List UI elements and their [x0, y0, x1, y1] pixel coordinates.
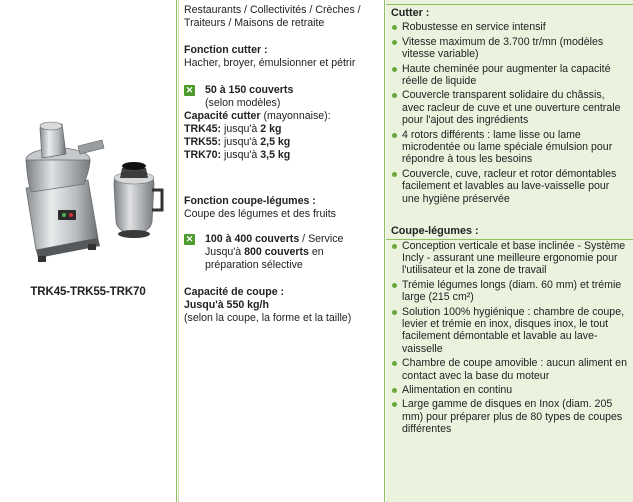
features-text-block — [391, 0, 629, 436]
cut-capacity-heading: Capacité de coupe : — [184, 286, 285, 298]
bullet-icon — [392, 244, 397, 249]
capacity-row: TRK70: jusqu'à 3,5 kg — [184, 149, 291, 161]
cut-capacity-value: Jusqu'à 550 kg/h — [184, 299, 269, 311]
veg-covers-row — [184, 233, 384, 272]
cutter-capacity-heading: Capacité cutter (mayonnaise): — [184, 110, 331, 122]
veg-covers-line3: préparation sélective — [205, 259, 303, 271]
veg-function-text: Coupe des légumes et des fruits — [184, 208, 336, 220]
feature-item: Large gamme de disques en Inox (diam. 205 mm) pour préparer plus de 80 types de coupes différentes — [391, 398, 629, 435]
feature-item: Couvercle transparent solidaire du châssis, avec racleur de cuve et une ouverture centrale pour l'ajout des ingrédients — [391, 89, 629, 126]
feature-item: Haute cheminée pour augmenter la capacité réelle de liquide — [391, 63, 629, 88]
veg-covers-line1: 100 à 400 couverts / Service — [205, 233, 344, 245]
bullet-icon — [392, 310, 397, 315]
product-image — [18, 118, 166, 268]
cutter-features-list — [391, 21, 629, 205]
capacity-row: TRK55: jusqu'à 2,5 kg — [184, 136, 291, 148]
feature-item: Conception verticale et base inclinée - Système Incly - assurant une meilleure ergonomie pour l'utilisateur et la zone de travail — [391, 240, 629, 277]
check-icon: ✕ — [185, 234, 194, 244]
target-audience: Restaurants / Collectivités / Crèches / Traiteurs / Maisons de retraite — [184, 4, 361, 29]
capacity-row: TRK45: jusqu'à 2 kg — [184, 123, 282, 135]
veg-function-heading: Fonction coupe-légumes : — [184, 195, 316, 207]
cutter-function-heading: Fonction cutter : — [184, 44, 268, 56]
cutter-covers-note: (selon modèles) — [205, 97, 281, 109]
bullet-icon — [392, 25, 397, 30]
cutter-features-heading: Cutter : — [391, 7, 430, 19]
check-icon: ✕ — [185, 85, 194, 95]
section-rule — [386, 239, 633, 240]
bullet-icon — [392, 67, 397, 72]
feature-item: Robustesse en service intensif — [391, 21, 629, 33]
veg-covers-line2: Jusqu'à 800 couverts en — [205, 246, 324, 258]
cutter-function-text: Hacher, broyer, émulsionner et pétrir — [184, 57, 356, 69]
bullet-icon — [392, 361, 397, 366]
column-divider — [176, 0, 177, 502]
bullet-icon — [392, 133, 397, 138]
bullet-icon — [392, 40, 397, 45]
bullet-icon — [392, 402, 397, 407]
feature-item: Trémie légumes longs (diam. 60 mm) et trémie large (215 cm²) — [391, 279, 629, 304]
column-divider — [384, 0, 385, 502]
feature-item: Solution 100% hygiénique : chambre de coupe, levier et trémie en inox, disques inox, le tout facilement démontable et lavable au lave-vaisselle — [391, 306, 629, 356]
cutter-covers-row — [184, 84, 384, 110]
model-label: TRK45-TRK55-TRK70 — [30, 286, 146, 298]
cut-capacity-note: (selon la coupe, la forme et la taille) — [184, 312, 352, 324]
usage-text-block — [184, 0, 384, 325]
bullet-icon — [392, 283, 397, 288]
feature-item: 4 rotors différents : lame lisse ou lame microdentée ou lame spéciale émulsion pour répondre à tous les besoins — [391, 129, 629, 166]
feature-item: Chambre de coupe amovible : aucun aliment en contact avec la base du moteur — [391, 357, 629, 382]
feature-item: Couvercle, cuve, racleur et rotor démontables facilement et lavables au lave-vaisselle pour une hygiène préservée — [391, 168, 629, 205]
feature-item: Alimentation en continu — [391, 384, 629, 396]
veg-features-heading: Coupe-légumes : — [391, 225, 479, 238]
bullet-icon — [392, 93, 397, 98]
feature-item: Vitesse maximum de 3.700 tr/mn (modèles vitesse variable) — [391, 36, 629, 61]
bullet-icon — [392, 388, 397, 393]
cutter-covers: 50 à 150 couverts — [205, 84, 294, 96]
veg-features-list — [391, 240, 629, 436]
bullet-icon — [392, 172, 397, 177]
